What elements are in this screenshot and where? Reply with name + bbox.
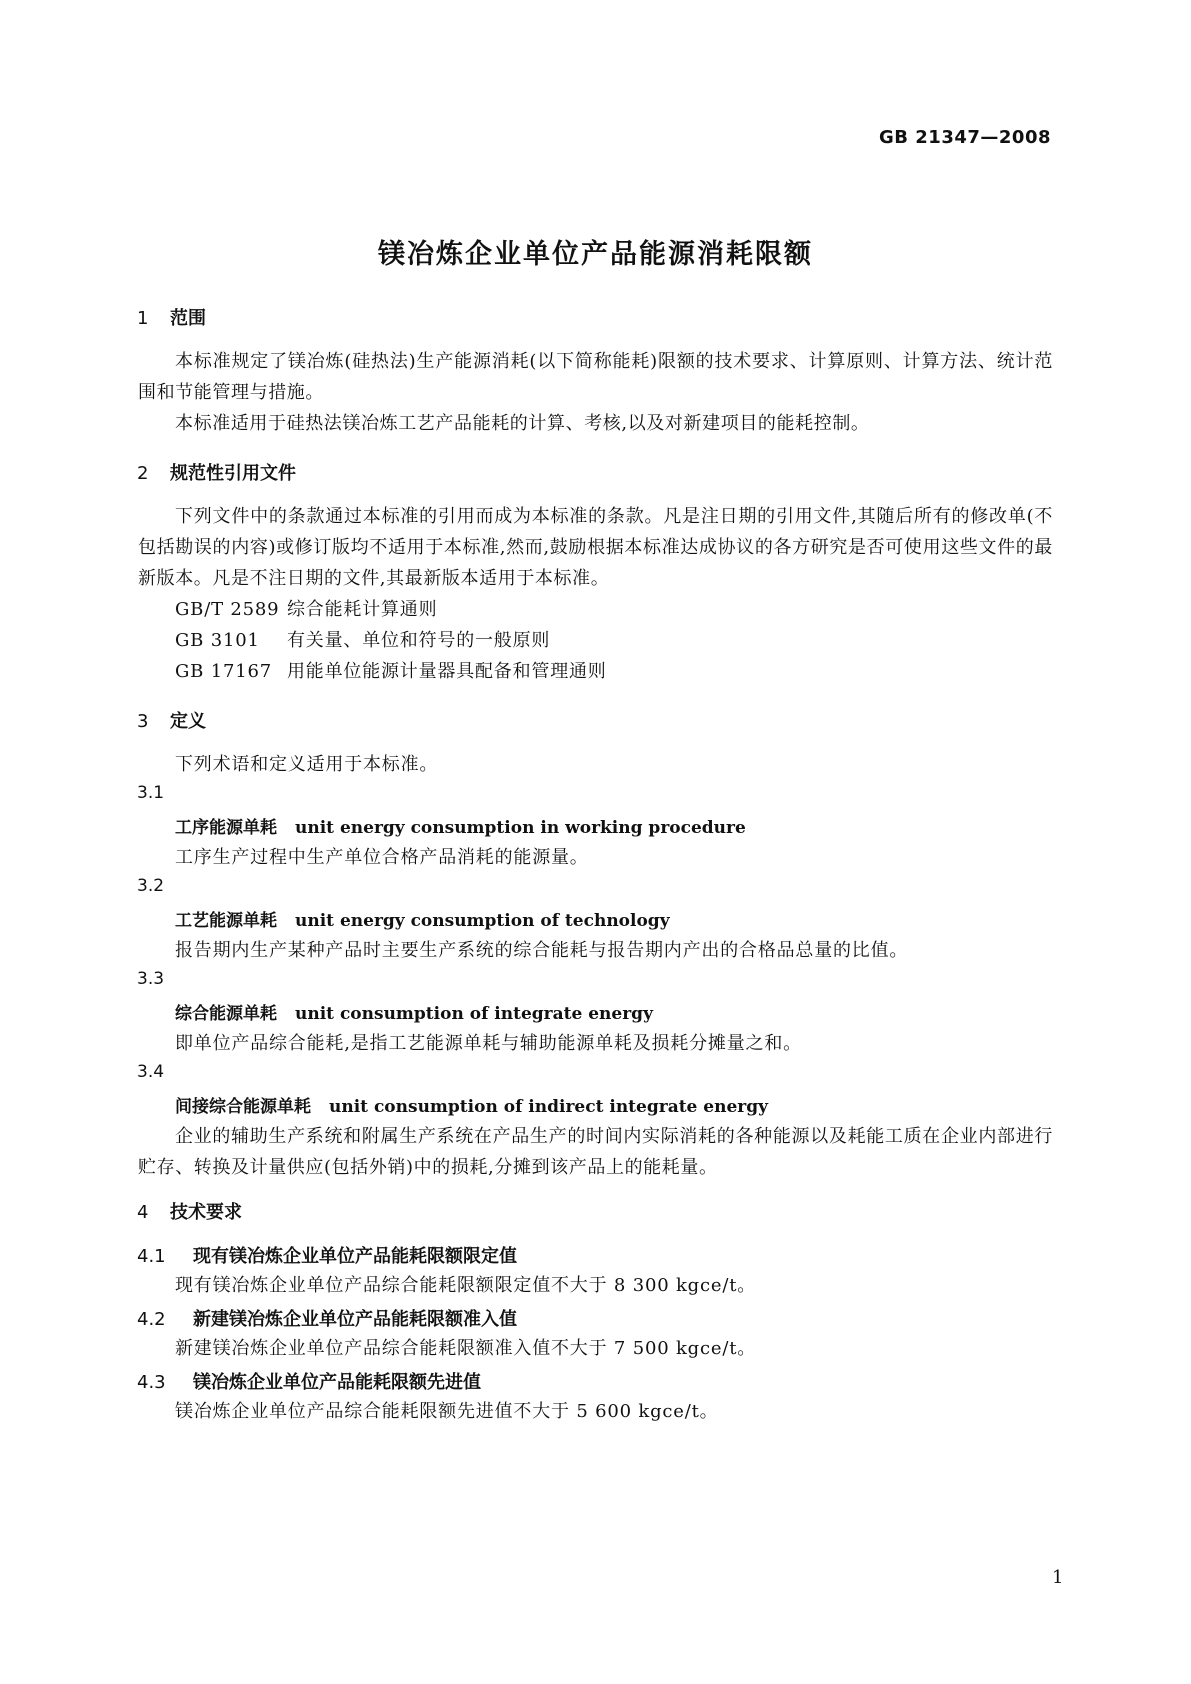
term-en: unit energy consumption in working procedure — [295, 818, 746, 838]
term-3-3 — [175, 999, 653, 1024]
reference-title: 有关量、单位和符号的一般原则 — [287, 630, 551, 651]
section-number: 3 — [137, 711, 149, 732]
section-1-paragraph-1: 本标准规定了镁冶炼(硅热法)生产能源消耗(以下简称能耗)限额的技术要求、计算原则、计算方法、统计范围和节能管理与措施。 — [138, 351, 1053, 403]
normative-reference — [175, 594, 437, 625]
normative-reference — [175, 656, 607, 687]
section-1-paragraph-2: 本标准适用于硅热法镁冶炼工艺产品能耗的计算、考核,以及对新建项目的能耗控制。 — [175, 413, 870, 434]
clause-number: 3.1 — [137, 783, 165, 803]
clause-title: 镁冶炼企业单位产品能耗限额先进值 — [193, 1372, 481, 1393]
clause-number: 3.4 — [137, 1062, 165, 1082]
term-definition: 工序生产过程中生产单位合格产品消耗的能源量。 — [175, 847, 589, 868]
section-number: 2 — [137, 463, 149, 484]
term-definition: 即单位产品综合能耗,是指工艺能源单耗与辅助能源单耗及损耗分摊量之和。 — [175, 1033, 802, 1054]
clause-number: 4.3 — [137, 1372, 166, 1393]
section-title: 定义 — [170, 711, 206, 732]
reference-code: GB 17167 — [175, 661, 272, 682]
section-3-intro: 下列术语和定义适用于本标准。 — [175, 754, 439, 775]
reference-title: 综合能耗计算通则 — [287, 599, 438, 620]
term-en: unit consumption of integrate energy — [295, 1004, 653, 1024]
reference-code: GB/T 2589 — [175, 599, 280, 620]
term-zh: 间接综合能源单耗 — [175, 1097, 311, 1117]
term-en: unit energy consumption of technology — [295, 911, 670, 931]
term-definition: 报告期内生产某种产品时主要生产系统的综合能耗与报告期内产出的合格品总量的比值。 — [175, 940, 909, 961]
normative-reference — [175, 625, 550, 656]
section-2-paragraph-1: 下列文件中的条款通过本标准的引用而成为本标准的条款。凡是注日期的引用文件,其随后所有的修改单(不包括勘误的内容)或修订版均不适用于本标准,然而,鼓励根据本标准达成协议的各方研究是否可使用这些文件的最新版本。凡是不注日期的文件,其最新版本适用于本标准。 — [138, 506, 1053, 589]
section-number: 1 — [137, 308, 149, 329]
clause-number: 3.2 — [137, 876, 165, 896]
clause-text: 镁冶炼企业单位产品综合能耗限额先进值不大于 5 600 kgce/t。 — [175, 1401, 719, 1422]
standard-number: GB 21347—2008 — [879, 127, 1051, 148]
term-zh: 工艺能源单耗 — [175, 911, 277, 931]
clause-number: 4.1 — [137, 1246, 166, 1267]
reference-title: 用能单位能源计量器具配备和管理通则 — [287, 661, 607, 682]
clause-title: 现有镁冶炼企业单位产品能耗限额限定值 — [193, 1246, 517, 1267]
term-en: unit consumption of indirect integrate energy — [329, 1097, 769, 1117]
clause-4-1-heading — [137, 1242, 517, 1268]
reference-code: GB 3101 — [175, 630, 260, 651]
clause-4-2-heading — [137, 1305, 517, 1331]
term-zh: 工序能源单耗 — [175, 818, 277, 838]
section-4-heading — [137, 1198, 242, 1224]
clause-text: 新建镁冶炼企业单位产品综合能耗限额准入值不大于 7 500 kgce/t。 — [175, 1338, 757, 1359]
section-2-heading — [137, 459, 296, 485]
section-title: 范围 — [170, 308, 206, 329]
section-3-heading — [137, 707, 206, 733]
section-title: 技术要求 — [170, 1202, 242, 1223]
term-zh: 综合能源单耗 — [175, 1004, 277, 1024]
term-definition: 企业的辅助生产系统和附属生产系统在产品生产的时间内实际消耗的各种能源以及耗能工质在企业内部进行贮存、转换及计量供应(包括外销)中的损耗,分摊到该产品上的能耗量。 — [138, 1126, 1053, 1178]
clause-text: 现有镁冶炼企业单位产品综合能耗限额限定值不大于 8 300 kgce/t。 — [175, 1275, 757, 1296]
clause-4-3-heading — [137, 1368, 481, 1394]
term-3-2 — [175, 906, 670, 931]
clause-number: 4.2 — [137, 1309, 166, 1330]
section-title: 规范性引用文件 — [170, 463, 296, 484]
clause-number: 3.3 — [137, 969, 165, 989]
page-number: 1 — [1052, 1567, 1064, 1588]
term-3-4 — [175, 1092, 768, 1117]
document-title: 镁冶炼企业单位产品能源消耗限额 — [378, 239, 813, 270]
section-1-heading — [137, 304, 206, 330]
term-3-1 — [175, 813, 746, 838]
section-number: 4 — [137, 1202, 149, 1223]
clause-title: 新建镁冶炼企业单位产品能耗限额准入值 — [193, 1309, 517, 1330]
